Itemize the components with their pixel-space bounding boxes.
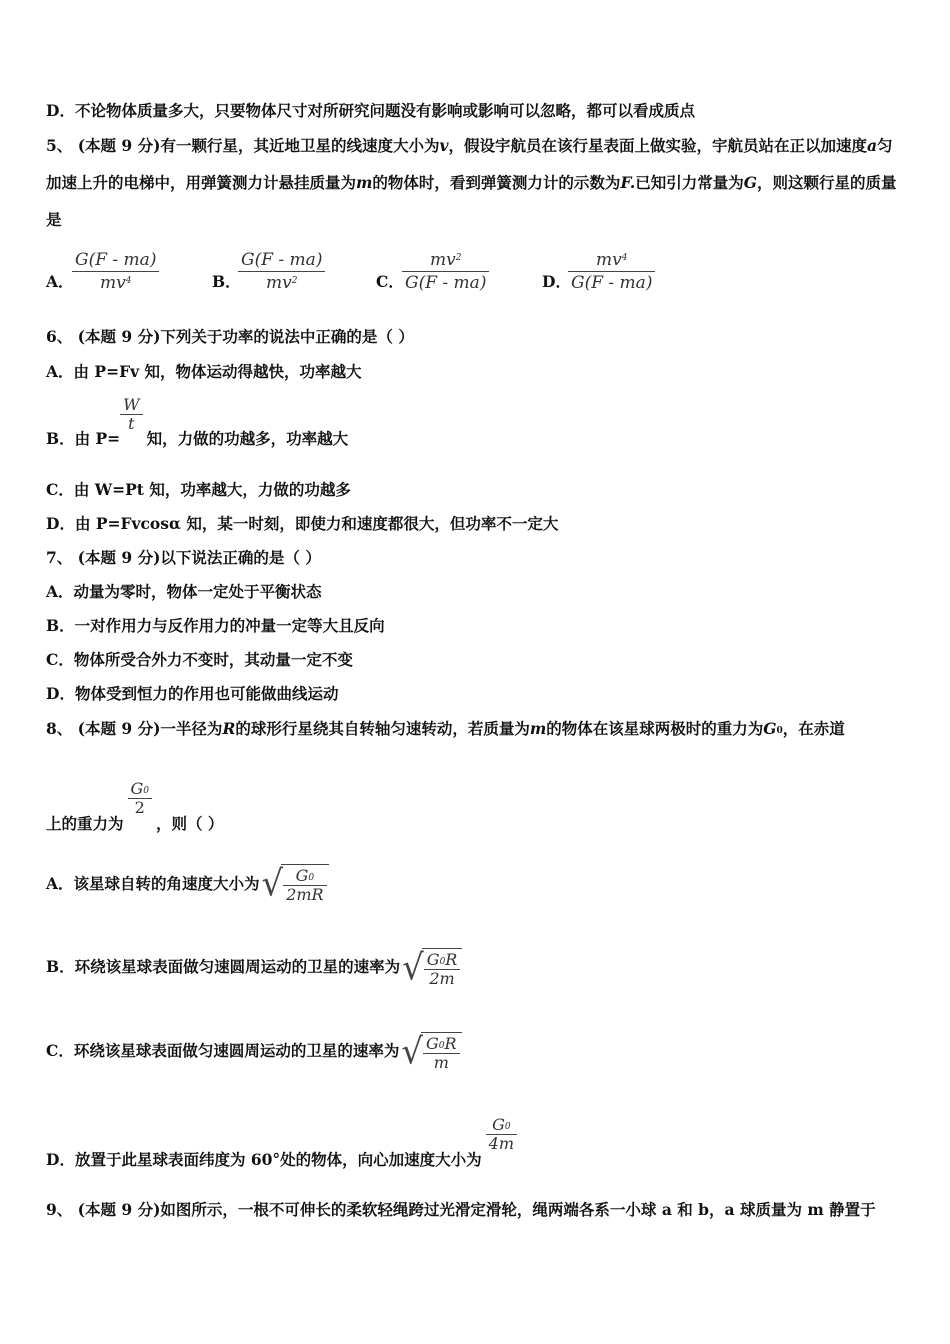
- q5-score-tag: (本题 9 分): [77, 136, 161, 155]
- q6-option-b-fraction: $\frac{W}{t}$: [120, 396, 142, 433]
- q7-option-c[interactable]: C．物体所受合外力不变时，其动量一定不变: [46, 650, 353, 669]
- q8-equator-gravity-fraction: $\frac{G_0}{2}$: [128, 780, 153, 817]
- q8-option-b-sqrt: √ $\frac{G_0R}{2m}$: [402, 948, 462, 988]
- q6-option-a[interactable]: A．由 P=Fv 知，物体运动得越快，功率越大: [46, 362, 362, 381]
- q5-option-c-fraction: $\frac{mv^2}{G(F - ma)}$: [402, 249, 489, 294]
- q8-option-c[interactable]: C．环绕该星球表面做匀速圆周运动的卫星的速率为√ $\frac{G_0R}{m}$: [46, 1032, 462, 1072]
- q5-option-b-fraction: $\frac{G(F - ma)}{mv^2}$: [238, 249, 325, 294]
- q8-option-c-sqrt: √ $\frac{G_0R}{m}$: [401, 1032, 461, 1072]
- q4-option-d: D．不论物体质量多大，只要物体尺寸对所研究问题没有影响或影响可以忽略，都可以看成质点: [46, 101, 695, 120]
- q8-option-a[interactable]: A．该星球自转的角速度大小为√ $\frac{G_0}{2mR}$: [46, 864, 329, 904]
- q6-option-c[interactable]: C．由 W=Pt 知，功率越大，力做的功越多: [46, 480, 351, 499]
- q6-stem: 6、 (本题 9 分)下列关于功率的说法中正确的是（ ）: [46, 327, 414, 346]
- q5-stem: 5、 (本题 9 分)有一颗行星，其近地卫星的线速度大小为v，假设宇航员在该行星表面上做实验，宇航员站在正以加速度a匀加速上升的电梯中，用弹簧测力计悬挂质量为m的物体时，看到弹簧测力计的示数为F.已知引力常量为G，则这颗行星的质量是: [46, 136, 897, 229]
- q8-option-d[interactable]: D．放置于此星球表面纬度为 60°处的物体，向心加速度大小为 $\frac{G_0}{4m}$: [46, 1116, 521, 1153]
- q9-stem: 9、 (本题 9 分)如图所示，一根不可伸长的柔软轻绳跨过光滑定滑轮，绳两端各系一小球 a 和 b，a 球质量为 m 静置于: [46, 1200, 876, 1219]
- q5-option-d-fraction: $\frac{mv^4}{G(F - ma)}$: [568, 249, 655, 294]
- q6-option-b[interactable]: B．由 P= $\frac{W}{t}$ 知，力做的功越多，功率越大: [46, 395, 349, 448]
- q5-number: 5、: [46, 136, 73, 155]
- q5-option-a-fraction: $\frac{G(F - ma)}{mv^4}$: [72, 249, 159, 294]
- q7-option-b[interactable]: B．一对作用力与反作用力的冲量一定等大且反向: [46, 616, 385, 635]
- q6-option-d[interactable]: D．由 P=Fvcosα 知，某一时刻，即使力和速度都很大，但功率不一定大: [46, 514, 559, 533]
- q8-option-d-fraction: $\frac{G_0}{4m}$: [486, 1116, 517, 1153]
- q8-stem: 8、 (本题 9 分)一半径为R的球形行星绕其自转轴匀速转动，若质量为m的物体在该星球两极时的重力为$G_0$，在赤道: [46, 719, 845, 738]
- q8-stem-cont: 上的重力为 $\frac{G_0}{2}$ ，则（ ）: [46, 779, 224, 833]
- q7-option-d[interactable]: D．物体受到恒力的作用也可能做曲线运动: [46, 684, 339, 703]
- q7-option-a[interactable]: A．动量为零时，物体一定处于平衡状态: [46, 582, 322, 601]
- q7-stem: 7、 (本题 9 分)以下说法正确的是（ ）: [46, 548, 321, 567]
- q8-option-b[interactable]: B．环绕该星球表面做匀速圆周运动的卫星的速率为√ $\frac{G_0R}{2m}$: [46, 948, 462, 988]
- q8-option-a-sqrt: √ $\frac{G_0}{2mR}$: [262, 864, 329, 904]
